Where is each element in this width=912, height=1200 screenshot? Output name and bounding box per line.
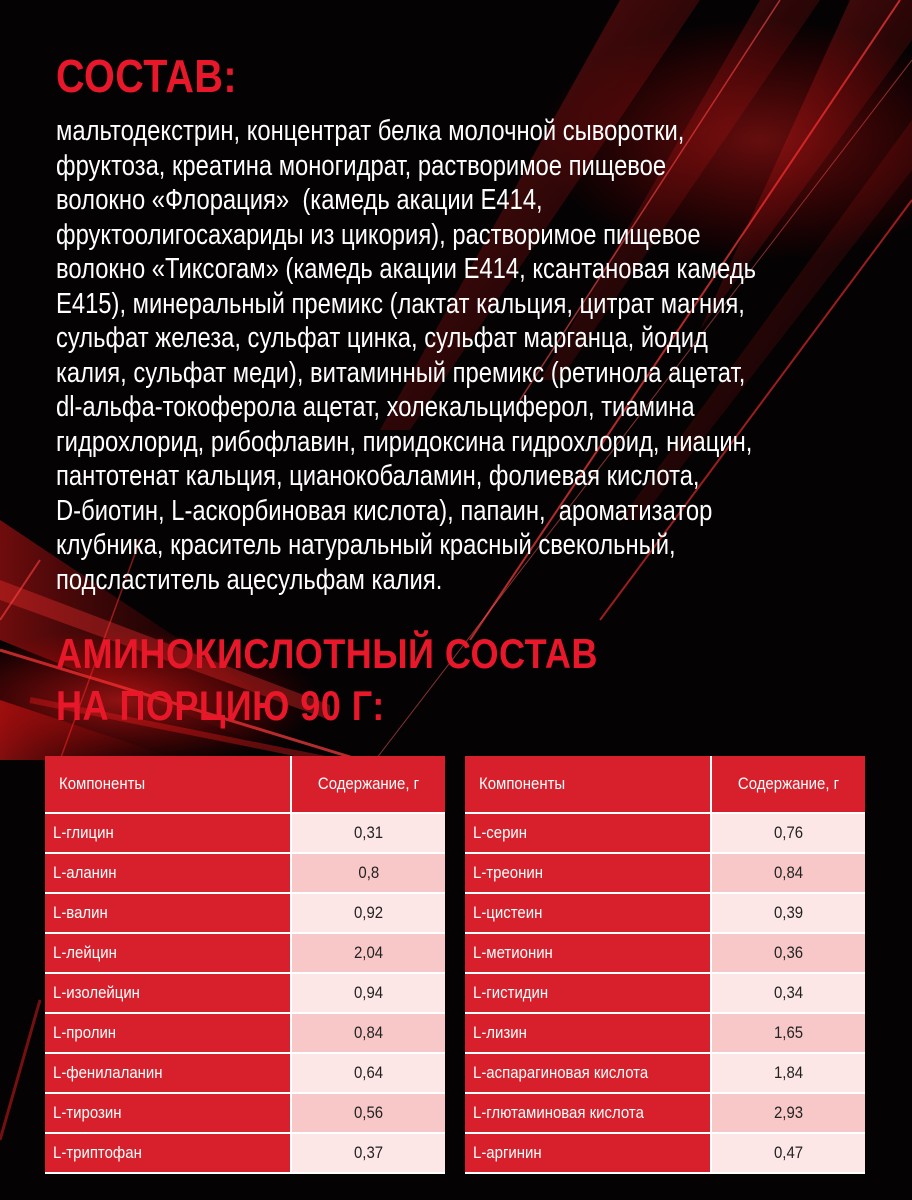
ingredients-line: сульфат железа, сульфат цинка, сульфат марганца, йодид xyxy=(56,322,708,354)
table-row xyxy=(45,853,445,893)
table-row xyxy=(465,1013,865,1053)
amino-acid-name: L-лейцин xyxy=(45,933,291,973)
amino-acid-name: L-гистидин xyxy=(465,973,711,1013)
amino-acid-value: 0,47 xyxy=(711,1133,865,1173)
ingredients-line: подсластитель ацесульфам калия. xyxy=(56,563,443,596)
amino-acid-name: L-валин xyxy=(45,893,291,933)
ingredients-line: гидрохлорид, рибофлавин, пиридоксина гидрохлорид, ниацин, xyxy=(56,425,753,458)
amino-acid-value: 2,93 xyxy=(711,1093,865,1133)
amino-acid-name: L-пролин xyxy=(45,1013,291,1053)
amino-acid-value: 0,84 xyxy=(291,1013,445,1053)
header-component: Компоненты xyxy=(465,756,711,813)
ingredients-line: фруктоолигосахариды из цикория), растворимое пищевое xyxy=(56,218,701,251)
table-row xyxy=(45,893,445,933)
header-content: Содержание, г xyxy=(711,756,865,813)
amino-acid-value: 0,64 xyxy=(291,1053,445,1093)
ingredients-line: пантотенат кальция, цианокобаламин, фолиевая кислота, xyxy=(56,460,700,492)
header-content: Содержание, г xyxy=(291,756,445,813)
ingredients-line: калия, сульфат меди), витаминный премикс (ретинола ацетат, xyxy=(56,356,746,389)
amino-acid-name: L-аргинин xyxy=(465,1133,711,1173)
table-row xyxy=(465,813,865,853)
ingredients-line: D-биотин, L-аскорбиновая кислота), папаин, ароматизатор xyxy=(56,494,713,527)
amino-acid-value: 0,8 xyxy=(291,853,445,893)
table-row xyxy=(45,1133,445,1173)
amino-acid-name: L-глицин xyxy=(45,813,291,853)
amino-acid-name: L-аспарагиновая кислота xyxy=(465,1053,711,1093)
table-row xyxy=(45,1093,445,1133)
table-row xyxy=(45,973,445,1013)
ingredients-line: Е415), минеральный премикс (лактат кальция, цитрат магния, xyxy=(56,287,745,320)
amino-acid-value: 0,94 xyxy=(291,973,445,1013)
table-row xyxy=(465,1053,865,1093)
amino-acid-value: 0,34 xyxy=(711,973,865,1013)
amino-acid-value: 0,76 xyxy=(711,813,865,853)
ingredients-text xyxy=(56,114,778,597)
table-row xyxy=(465,1093,865,1133)
amino-acid-name: L-фенилаланин xyxy=(45,1053,291,1093)
ingredients-line: клубника, краситель натуральный красный свекольный, xyxy=(56,529,676,561)
amino-acid-value: 0,92 xyxy=(291,893,445,933)
table-row xyxy=(45,1053,445,1093)
amino-acid-value: 0,39 xyxy=(711,893,865,933)
amino-acid-name: L-серин xyxy=(465,813,711,853)
ingredients-line: волокно «Тиксогам» (камедь акации Е414, ксантановая камедь xyxy=(56,253,756,285)
amino-title-line-1: АМИНОКИСЛОТНЫЙ СОСТАВ xyxy=(56,630,598,677)
table-row xyxy=(45,813,445,853)
ingredients-line: мальтодекстрин, концентрат белка молочной сыворотки, xyxy=(56,115,685,147)
amino-acid-value: 2,04 xyxy=(291,933,445,973)
ingredients-line: фруктоза, креатина моногидрат, растворимое пищевое xyxy=(56,149,667,182)
composition-title: СОСТАВ: xyxy=(56,50,237,102)
amino-acid-name: L-глютаминовая кислота xyxy=(465,1093,711,1133)
table-header-row xyxy=(45,756,445,813)
amino-acid-value: 0,84 xyxy=(711,853,865,893)
table-row xyxy=(465,973,865,1013)
amino-acid-name: L-треонин xyxy=(465,853,711,893)
amino-acid-name: L-метионин xyxy=(465,933,711,973)
table-header-row xyxy=(465,756,865,813)
amino-acid-name: L-триптофан xyxy=(45,1133,291,1173)
amino-acid-name: L-лизин xyxy=(465,1013,711,1053)
amino-acid-value: 0,56 xyxy=(291,1093,445,1133)
table-row xyxy=(465,933,865,973)
amino-acid-name: L-изолейцин xyxy=(45,973,291,1013)
header-component: Компоненты xyxy=(45,756,291,813)
amino-acid-value: 0,31 xyxy=(291,813,445,853)
table-row xyxy=(45,1013,445,1053)
table-row xyxy=(465,893,865,933)
table-row xyxy=(45,933,445,973)
amino-table-left xyxy=(45,756,445,1174)
amino-acid-name: L-цистеин xyxy=(465,893,711,933)
amino-title-line-2: НА ПОРЦИЮ 90 Г: xyxy=(56,682,385,729)
table-row xyxy=(465,1133,865,1173)
amino-table-right xyxy=(465,756,865,1174)
ingredients-line: dl-альфа-токоферола ацетат, холекальциферол, тиамина xyxy=(56,391,695,423)
amino-acid-value: 1,84 xyxy=(711,1053,865,1093)
table-row xyxy=(465,853,865,893)
amino-acid-value: 0,36 xyxy=(711,933,865,973)
amino-title xyxy=(56,628,598,732)
amino-acid-name: L-тирозин xyxy=(45,1093,291,1133)
ingredients-line: волокно «Флорация» (камедь акации Е414, xyxy=(56,184,543,216)
amino-acid-value: 0,37 xyxy=(291,1133,445,1173)
amino-acid-value: 1,65 xyxy=(711,1013,865,1053)
amino-acid-name: L-аланин xyxy=(45,853,291,893)
